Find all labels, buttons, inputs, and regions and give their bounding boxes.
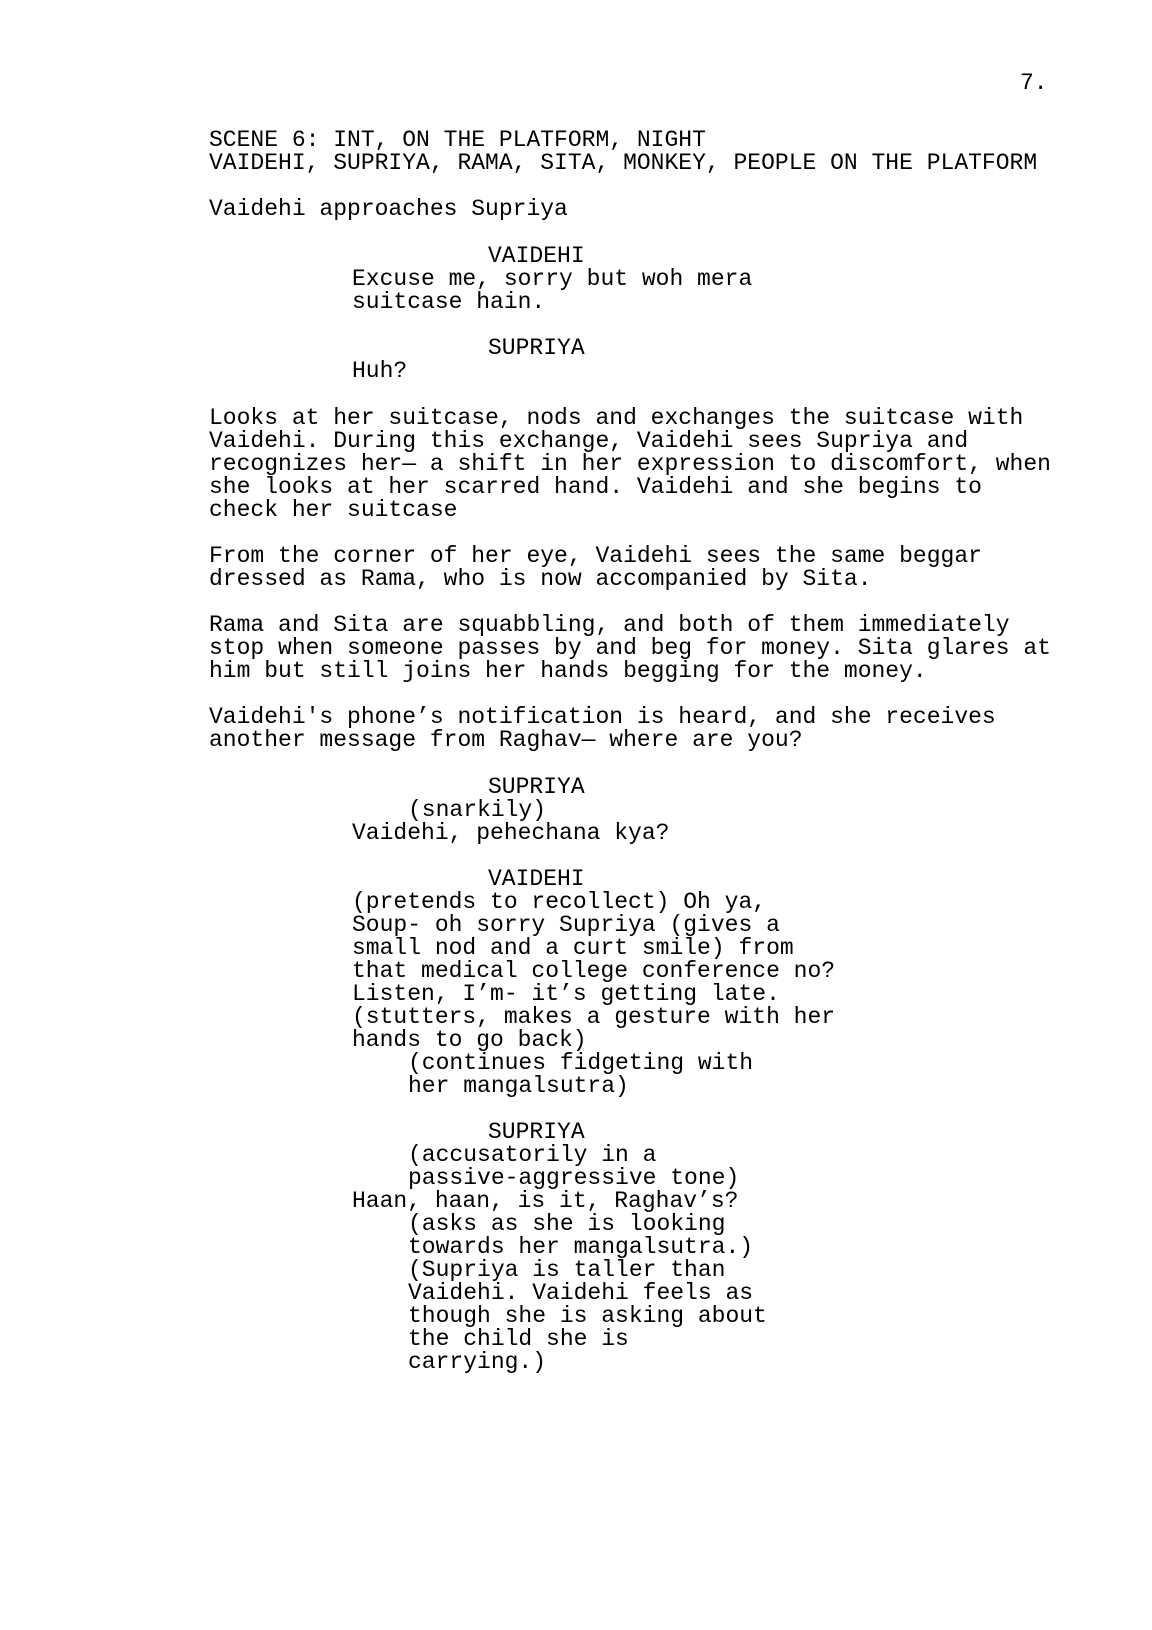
character-name: SUPRIYA [488, 335, 585, 361]
parenthetical: (Supriya is taller than [408, 1257, 726, 1283]
parenthetical: Vaidehi. Vaidehi feels as [408, 1280, 754, 1306]
page-number: 7. [1020, 70, 1048, 96]
parenthetical: the child she is [408, 1326, 629, 1352]
dialogue-line: Listen, I’m- it’s getting late. [352, 981, 780, 1007]
character-name: VAIDEHI [488, 243, 585, 269]
parenthetical: (snarkily) [408, 797, 547, 823]
dialogue-line: Huh? [352, 358, 408, 384]
action-line: From the corner of her eye, Vaidehi sees the same beggar [209, 543, 982, 569]
dialogue-line: Soup- oh sorry Supriya (gives a [352, 912, 780, 938]
action-line: Looks at her suitcase, nods and exchanges the suitcase with [209, 405, 1024, 431]
action-line: another message from Raghav— where are you? [209, 727, 803, 753]
dialogue-line: suitcase hain. [352, 289, 546, 315]
parenthetical: (asks as she is looking [408, 1211, 726, 1237]
action-line: Vaidehi approaches Supriya [209, 196, 568, 222]
parenthetical: towards her mangalsutra.) [408, 1234, 754, 1260]
dialogue-line: Excuse me, sorry but woh mera [352, 266, 753, 292]
dialogue-line: (stutters, makes a gesture with her [352, 1004, 836, 1030]
scene-heading: SCENE 6: INT, ON THE PLATFORM, NIGHT [209, 127, 706, 153]
parenthetical: passive-aggressive tone) [408, 1165, 740, 1191]
action-line: stop when someone passes by and beg for money. Sita glares at [209, 635, 1051, 661]
character-name: VAIDEHI [488, 866, 585, 892]
dialogue-line: Vaidehi, pehechana kya? [352, 820, 670, 846]
action-line: Rama and Sita are squabbling, and both of them immediately [209, 612, 1010, 638]
parenthetical: though she is asking about [408, 1303, 767, 1329]
dialogue-line: small nod and a curt smile) from [352, 935, 794, 961]
cast-list: VAIDEHI, SUPRIYA, RAMA, SITA, MONKEY, PEOPLE ON THE PLATFORM [209, 150, 1038, 176]
dialogue-line: hands to go back) [352, 1027, 587, 1053]
parenthetical: (continues fidgeting with [408, 1050, 754, 1076]
action-line: she looks at her scarred hand. Vaidehi and she begins to [209, 474, 982, 500]
character-name: SUPRIYA [488, 774, 585, 800]
dialogue-line: that medical college conference no? [352, 958, 836, 984]
parenthetical: carrying.) [408, 1349, 547, 1375]
action-line: dressed as Rama, who is now accompanied by Sita. [209, 566, 872, 592]
parenthetical: her mangalsutra) [408, 1073, 629, 1099]
action-line: Vaidehi's phone’s notification is heard, and she receives [209, 704, 996, 730]
action-line: him but still joins her hands begging for the money. [209, 658, 927, 684]
action-line: recognizes her— a shift in her expression to discomfort, when [209, 451, 1051, 477]
action-line: check her suitcase [209, 497, 458, 523]
parenthetical: (accusatorily in a [408, 1142, 657, 1168]
dialogue-line: Haan, haan, is it, Raghav’s? [352, 1188, 739, 1214]
character-name: SUPRIYA [488, 1119, 585, 1145]
dialogue-line: (pretends to recollect) Oh ya, [352, 889, 767, 915]
action-line: Vaidehi. During this exchange, Vaidehi sees Supriya and [209, 428, 969, 454]
